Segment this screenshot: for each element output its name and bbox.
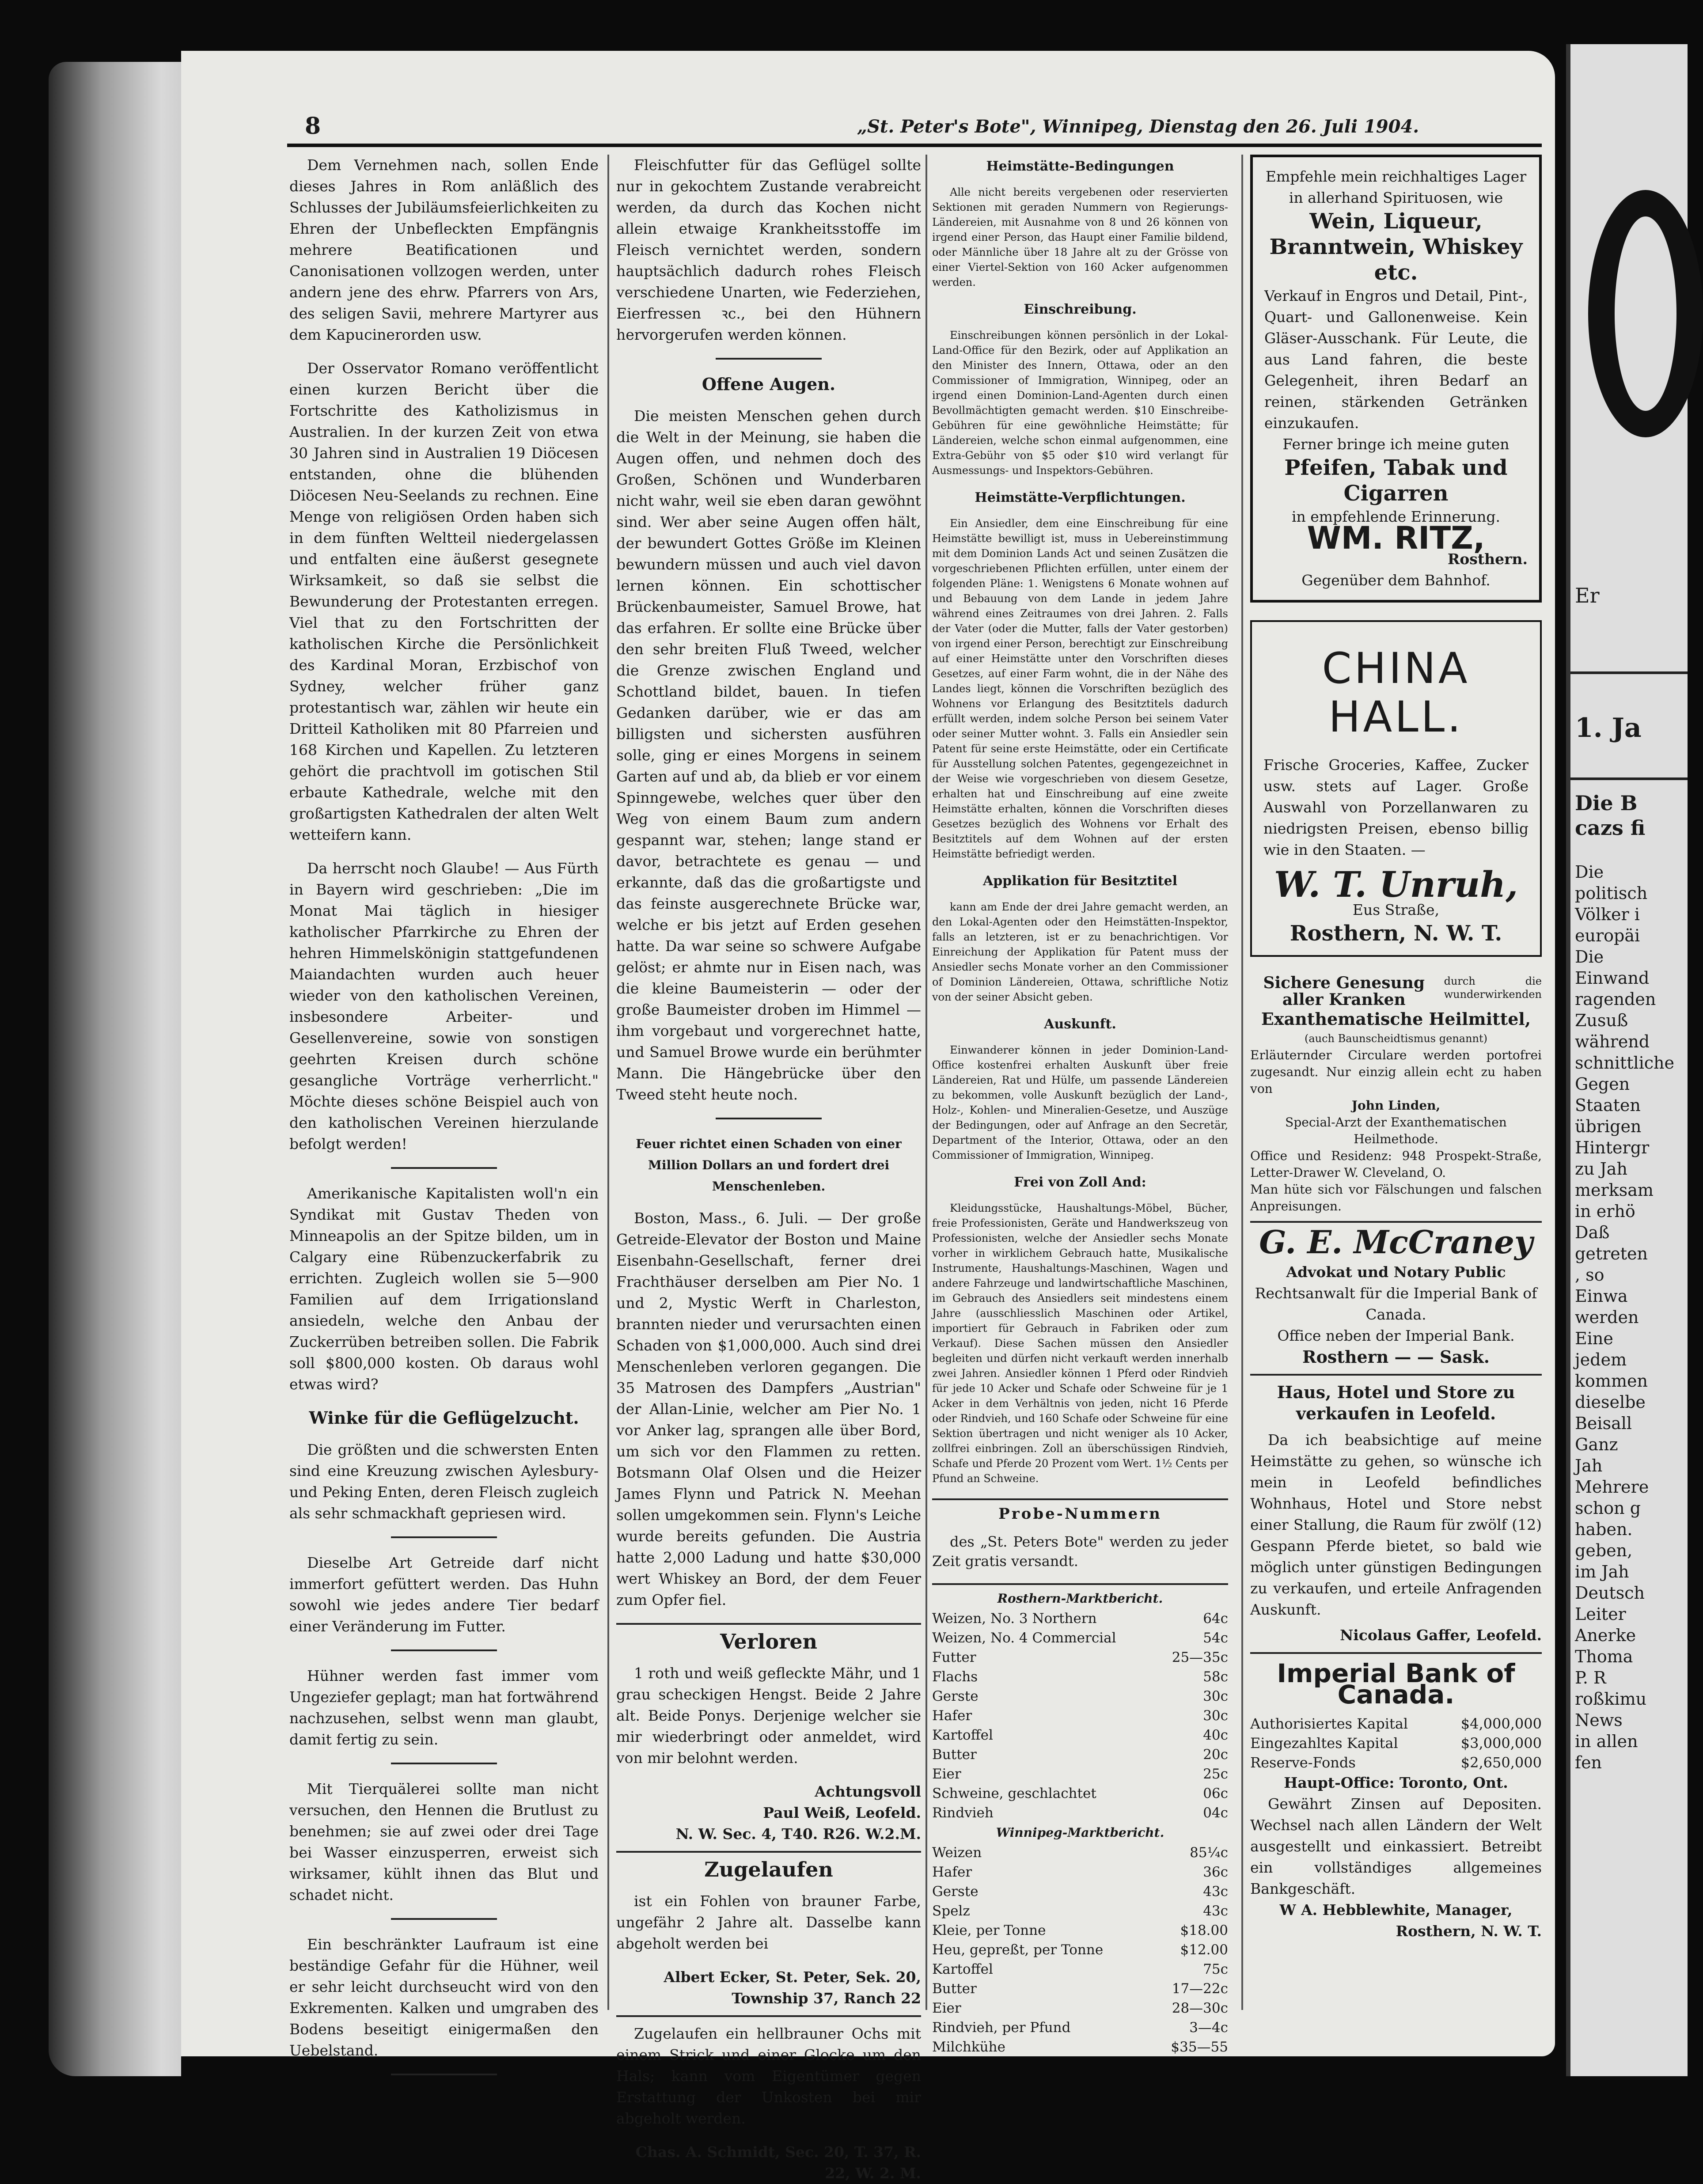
market-row — [932, 1803, 1228, 1823]
column-rule — [607, 155, 609, 2010]
market-price: 17—22c — [1172, 1981, 1228, 1997]
article-paragraph: Fleischfutter für das Geflügel sollte nur in gekochtem Zustande verabreicht werden, da durch das Kochen nicht allein etwaige Krankheitsstoffe im Fleisch vernichtet werden, sondern hauptsächlich dadurch rohes Fleisch verschiedene Unarten, wie Federziehen, Eierfressen ꝛc., bei den Hühnern hervorgerufen werden können. — [616, 156, 921, 343]
market-row — [932, 1764, 1228, 1784]
ad-advertiser-name: W. T. Unruh, — [1274, 864, 1518, 905]
notice-paragraph: des „St. Peters Bote" werden zu jeder Zeit gratis versandt. — [932, 1533, 1228, 1570]
section-heading: Auskunft. — [1044, 1016, 1116, 1032]
ad-place: Rosthern. — [1447, 550, 1528, 568]
market-item: Rindvieh — [932, 1805, 994, 1821]
market-item: Gerste — [932, 1688, 979, 1704]
facing-page-fragment: Er — [1575, 584, 1600, 607]
market-price: 43c — [1203, 1884, 1228, 1900]
notice-paragraph: Ein Ansiedler, dem eine Einschreibung für eine Heimstätte bewilligt ist, muss in Uebereinstimmung mit dem Dominion Lands Act und seinen Zusätzen die vorgeschriebenen Pflichten erfüllen, unter einem der folgenden Pläne: 1. Wenigstens 6 Monate wohnen auf und Bebauung von dem Lande in jedem Jahre während eines Zeitraumes von drei Jahren. 2. Falls der Vater (oder die Mutter, falls der Vater gestorben) von irgend einer Person, berechtigt zur Einschreibung auf einer Heimstätte unter den Vorschriften dieses Gesetzes, auf einer Farm wohnt, die in der Nähe des Landes liegt, können die Vorschriften bezüglich des Wohnens vor Erlangung des Besitztitels dadurch erfüllt werden, indem solche Person bei seinem Vater oder seiner Mutter wohnt. 3. Falls ein Ansiedler sein Patent für seine erste Heimstätte, oder ein Certificate für Ausstellung solchen Patentes, gegengezeichnet in der Weise wie vorgeschrieben von diesem Gesetze, erhalten hat und Einschreibung auf eine zweite Heimstätte erhalten, können die Vorschriften dieses Gesetzes bezüglich des Wohnens vor Erhalt des Besitztitels auf dem Wohnen auf der ersten Heimstätte befriedigt werden. — [932, 517, 1228, 860]
market-item: Weizen, No. 4 Commercial — [932, 1630, 1116, 1646]
market-price: 3—4c — [1189, 2020, 1228, 2036]
heilmittel-advertisement — [1250, 974, 1542, 1215]
ad-text: in empfehlende Erinnerung. — [1291, 508, 1501, 525]
article-paragraph: Die meisten Menschen gehen durch die Welt in der Meinung, sie haben die Augen offen, und nehmen doch des Großen, Schönen und Wunderbaren nicht wahr, weil sie eben daran gewöhnt sind. Wer aber seine Augen offen hält, der bewundert Gottes Größe im Kleinen bewundern müssen und auch viel davon lernen können. Ein schottischer Brückenbaumeister, Samuel Browe, hat das erfahren. Er sollte eine Brücke über den sehr breiten Fluß Tweed, welcher die Grenze zwischen England und Schottland bildet, bauen. In tiefen Gedanken darüber, wie er das am billigsten und sichersten ausführen solle, ging er eines Morgens in seinem Garten auf und ab, da blieb er vor einem Spinngewebe, welches quer über den Weg von einem Baum zum andern gespannt war, stehen; lange stand er davor, betrachtete es genau — und erkannte, daß das die großartigste und das feinste ausgerechnete Brücke war, welche er bis jetzt auf Erden gesehen hatte. Da war seine so schwere Aufgabe gelöst; er ahmte nur in Eisen nach, was die kleine Baumeisterin — oder der große Baumeister droben im Himmel — ihm vorgebaut und vorgerechnet hatte, und Samuel Browe wurde ein berühmter Mann. Die Hängebrücke über den Tweed steht heute noch. — [616, 407, 921, 1103]
ad-advertiser-name: WM. RITZ, — [1307, 520, 1485, 556]
market-row — [932, 2037, 1228, 2057]
divider — [932, 1583, 1228, 1585]
ad-text: Verkauf in Engros und Detail, Pint-, Quart- und Gallonenweise. Kein Gläser-Ausschank. Für Leute, die aus Land fahren, die beste Gelegenheit, ihren Bedarf an reinen, stärkenden Getränken einzukaufen. — [1264, 287, 1528, 432]
section-heading: Heimstätte-Bedingungen — [986, 159, 1174, 174]
market-heading: Winnipeg-Marktbericht. — [996, 1825, 1164, 1840]
market-row — [932, 1882, 1228, 1901]
market-item: Hafer — [932, 1708, 972, 1724]
market-item: Eier — [932, 1766, 961, 1782]
section-heading: Zugelaufen — [704, 1858, 833, 1881]
market-row — [932, 1960, 1228, 1979]
section-heading: Probe-Nummern — [998, 1505, 1162, 1523]
ad-advertiser-name: John Linden, — [1351, 1098, 1441, 1113]
market-price: 58c — [1203, 1669, 1228, 1685]
imperial-bank-advertisement — [1250, 1658, 1542, 1942]
market-row — [932, 1687, 1228, 1706]
ad-text: Haupt-Office: Toronto, Ont. — [1284, 1774, 1508, 1791]
market-price: 30c — [1203, 1688, 1228, 1704]
ad-text: Ferner bringe ich meine guten — [1282, 436, 1510, 453]
market-item: Kleie, per Tonne — [932, 1922, 1046, 1938]
bank-capital-list — [1250, 1714, 1542, 1772]
ad-text: Special-Arzt der Exanthematischen Heilmethode. — [1285, 1115, 1507, 1146]
ritz-advertisement — [1250, 155, 1542, 603]
market-price: 36c — [1203, 1864, 1228, 1880]
market-row — [932, 1862, 1228, 1882]
market-row — [932, 1843, 1228, 1862]
column-3 — [932, 155, 1228, 2057]
bank-capital-row — [1250, 1733, 1542, 1753]
market-price: 28—30c — [1172, 2000, 1228, 2016]
ad-text: Gegenüber dem Bahnhof. — [1301, 572, 1491, 589]
header-rule — [287, 144, 1542, 147]
section-heading: Frei von Zoll And: — [1014, 1175, 1146, 1190]
ad-signature: W A. Hebblewhite, Manager, — [1279, 1901, 1513, 1919]
market-item: Hafer — [932, 1864, 972, 1880]
article-paragraph: Der Osservator Romano veröffentlicht einen kurzen Bericht über die Fortschritte des Katholizismus in Australien. In der kurzen Zeit von etwa 30 Jahren sind in Australien 19 Diöcesen entstanden, ohne die blühenden Diöcesen Neu-Seelands zu rechnen. Eine Menge von religiösen Orden haben sich in dem fünften Weltteil niedergelassen und entfalten eine äußerst gesegnete Wirksamkeit, so daß sie selbst die Bewunderung der Protestanten erregen. Viel that zu den Fortschritten der katholischen Kirche die Persönlichkeit des Kardinal Moran, Erzbischof von Sydney, welcher früher ganz protestantisch war, zählen wir heute ein Dritteil Katholiken mit 80 Pfarreien und 168 Kirchen und Kapellen. Zu letzteren gehört die prachtvoll im gotischen Stil erbaute Kathedrale, welche mit den großartigsten Kathedralen der alten Welt wetteifern kann. — [289, 360, 599, 843]
market-row — [932, 1921, 1228, 1940]
ad-signature: Nicolaus Gaffer, Leofeld. — [1340, 1627, 1542, 1644]
notice-paragraph: Alle nicht bereits vergebenen oder reservierten Sektionen mit geraden Nummern von Regierungs-Ländereien, mit Ausnahme von 8 und 26 können von irgend einer Person, das Haupt einer Familie bildend, oder Männliche über 18 Jahre alt zu der Grösse von einer Viertel-Sektion von 160 Acker aufgenommen werden. — [932, 186, 1228, 288]
market-row — [932, 1609, 1228, 1628]
market-row — [932, 1725, 1228, 1745]
column-1 — [289, 155, 599, 2089]
facing-page-fragment: 1. Ja — [1575, 713, 1642, 743]
ad-signature: Albert Ecker, St. Peter, Sek. 20, Township 37, Ranch 22 — [664, 1968, 921, 2007]
capital-value: $3,000,000 — [1460, 1735, 1542, 1752]
ad-text: durch die wunderwirkenden — [1444, 975, 1542, 1001]
market-row — [932, 1628, 1228, 1648]
divider — [1250, 1221, 1542, 1223]
ad-headline: Haus, Hotel und Store zu verkaufen in Leofeld. — [1277, 1382, 1515, 1423]
divider — [391, 1763, 497, 1764]
market-heading: Rosthern-Marktbericht. — [997, 1591, 1163, 1606]
bank-capital-row — [1250, 1753, 1542, 1772]
market-item: Heu, gepreßt, per Tonne — [932, 1942, 1104, 1958]
ad-signature: N. W. Sec. 4, T40. R26. W.2.M. — [675, 1825, 921, 1843]
notice-paragraph: Einschreibungen können persönlich in der Lokal-Land-Office für den Bezirk, oder auf Applikation an den Minister des Innern, Ottawa, oder an den Commissioner of Immigration, Winnipeg, oder an irgend einen Dominion-Land-Agenten durch einen Bevollmächtigten gemacht werden. $10 Einschreibe-Gebühren für eine gewöhnliche Heimstätte; für Ländereien, welche schon einmal aufgenommen, eine Extra-Gebühr von $5 oder $10 wird verlangt für Ausmessungs- und Inspektors-Gebühren. — [932, 329, 1228, 477]
ad-text: Office und Residenz: 948 Prospekt-Straße, Letter-Drawer W. Cleveland, O. — [1250, 1149, 1542, 1180]
article-paragraph: Mit Tierquälerei sollte man nicht versuchen, den Hennen die Brutlust zu benehmen; sie auf zwei oder drei Tage bei Wasser einzusperren, erweist sich wirksamer, kühlt ihnen das Blut und schadet nicht. — [289, 1780, 599, 1903]
capital-label: Authorisiertes Kapital — [1250, 1715, 1408, 1732]
divider — [391, 1167, 497, 1169]
ad-text: Office neben der Imperial Bank. — [1277, 1327, 1515, 1344]
classified-ad: ist ein Fohlen von brauner Farbe, ungefähr 2 Jahre alt. Dasselbe kann abgeholt werden bei — [616, 1892, 921, 1952]
market-price: 85¼c — [1190, 1845, 1228, 1861]
article-paragraph: Ein beschränkter Laufraum ist eine beständige Gefahr für die Hühner, weil er sehr leicht durchseucht wird von den Exkrementen. Kalken und umgraben des Bodens beseitigt einigermaßen den Uebelstand. — [289, 1936, 599, 2059]
market-price: $35—55 — [1171, 2039, 1228, 2055]
column-rule — [925, 155, 927, 2010]
market-row — [932, 1745, 1228, 1764]
article-paragraph: Dieselbe Art Getreide darf nicht immerfort gefüttert werden. Das Huhn sowohl wie jedes andere Tier bedarf einer Veränderung im Futter. — [289, 1554, 599, 1635]
divider — [616, 2015, 921, 2017]
leofeld-sale-advertisement — [1250, 1382, 1542, 1646]
ad-text: Frische Groceries, Kaffee, Zucker usw. stets auf Lager. Große Auswahl von Porzellanwaren zu niedrigsten Preisen, ebenso billig wie in den Staaten. — — [1263, 756, 1529, 858]
market-price: 64c — [1203, 1611, 1228, 1627]
market-row — [932, 1784, 1228, 1803]
market-item: Gerste — [932, 1884, 979, 1900]
facing-page-edge — [1566, 44, 1688, 2076]
market-table-rosthern — [932, 1609, 1228, 1823]
ad-headline: Exanthematische Heilmittel, — [1261, 1009, 1531, 1029]
mccraney-advertisement — [1250, 1223, 1542, 1368]
ad-headline: Sichere Genesung aller Kranken — [1263, 974, 1425, 1009]
ad-place: Rosthern, N. W. T. — [1396, 1922, 1542, 1940]
page-number: 8 — [305, 113, 321, 140]
masthead-line: „St. Peter's Bote", Winnipeg, Dienstag den 26. Juli 1904. — [857, 116, 1419, 137]
market-price: $12.00 — [1180, 1942, 1228, 1958]
divider — [716, 358, 822, 360]
market-price: 04c — [1203, 1805, 1228, 1821]
facing-page-rule — [1570, 777, 1688, 780]
ad-headline: Imperial Bank of Canada. — [1277, 1658, 1515, 1710]
section-heading: Winke für die Geflügelzucht. — [309, 1408, 579, 1428]
china-hall-advertisement — [1250, 620, 1542, 957]
market-price: 25c — [1203, 1766, 1228, 1782]
ad-text: Man hüte sich vor Fälschungen und falschen Anpreisungen. — [1250, 1182, 1542, 1213]
market-item: Weizen, No. 3 Northern — [932, 1611, 1097, 1627]
divider — [616, 1623, 921, 1625]
column-rule — [1241, 155, 1243, 2010]
facing-page-fragment: Die B cazs fi — [1575, 791, 1646, 840]
market-row — [932, 1901, 1228, 1921]
market-row — [932, 1979, 1228, 1998]
market-item: Flachs — [932, 1669, 978, 1685]
column-4 — [1250, 155, 1542, 1942]
ad-text: Gewährt Zinsen auf Depositen. Wechsel nach allen Ländern der Welt ausgestellt und einkassiert. Betreibt ein vollständiges allgemeines Bankgeschäft. — [1250, 1795, 1542, 1897]
ad-text: Rechtsanwalt für die Imperial Bank of Canada. — [1255, 1285, 1537, 1323]
bank-capital-row — [1250, 1714, 1542, 1733]
divider — [716, 1118, 822, 1119]
newspaper-page — [181, 51, 1555, 2182]
divider — [391, 1649, 497, 1651]
market-row — [932, 1648, 1228, 1667]
ad-headline: Wein, Liqueur, Branntwein, Whiskey etc. — [1269, 209, 1523, 285]
market-row — [932, 1998, 1228, 2018]
market-table-winnipeg — [932, 1843, 1228, 2057]
article-paragraph: Amerikanische Kapitalisten woll'n ein Syndikat mit Gustav Theden von Minneapolis an der Spitze bilden, um in Calgary eine Rübenzuckerfabrik zu errichten. Zugleich wollen sie 5—900 Familien auf dem Irrigationsland ansiedeln, welche den Anbau der Zuckerrüben betreiben sollen. Die Fabrik soll $800,000 kosten. Ob daraus wohl etwas wird? — [289, 1185, 599, 1393]
article-paragraph: Dem Vernehmen nach, sollen Ende dieses Jahres in Rom anläßlich des Schlusses der Jubiläumsfeierlichkeiten zu Ehren der Unbefleckten Empfängnis mehrere Beatificationen und Canonisationen vollzogen werden, unter andern jene des ehrw. Pfarrers von Ars, des seligen Savii, mehrere Martyrer aus dem Kapucinerorden usw. — [289, 156, 599, 343]
market-item: Weizen — [932, 1845, 982, 1861]
ad-text: (auch Baunscheidtismus genannt) — [1304, 1032, 1488, 1045]
market-item: Eier — [932, 2000, 961, 2016]
market-item: Kartoffel — [932, 1727, 993, 1743]
ad-place: Rosthern, N. W. T. — [1290, 921, 1502, 946]
divider — [1250, 1374, 1542, 1376]
market-item: Butter — [932, 1981, 977, 1997]
ad-text: Eus Straße, — [1352, 901, 1440, 918]
divider — [391, 1918, 497, 1920]
ad-signature: Chas. A. Schmidt, Sec. 20, T. 37, R. 22, W. 2. M. — [635, 2143, 921, 2182]
market-row — [932, 1667, 1228, 1687]
capital-label: Reserve-Fonds — [1250, 1754, 1356, 1771]
facing-page-rule — [1570, 671, 1688, 674]
market-row — [932, 1940, 1228, 1960]
ad-advertiser-name: G. E. McCraney — [1259, 1223, 1533, 1261]
capital-value: $4,000,000 — [1460, 1715, 1542, 1732]
market-price: 25—35c — [1172, 1649, 1228, 1665]
ad-text: Advokat und Notary Public — [1286, 1263, 1506, 1281]
divider — [1250, 1652, 1542, 1654]
notice-paragraph: kann am Ende der drei Jahre gemacht werden, an den Lokal-Agenten oder den Heimstätten-Inspektor, falls an letzteren, ist er zu benachrichtigen. Vor Einreichung der Applikation für Patent muss der Ansiedler sechs Monate vorher an den Commissioner of Dominion Ländereien, Ottawa, schriftliche Notiz von der seiner Absicht geben. — [932, 901, 1228, 1003]
notice-paragraph: Einwanderer können in jeder Dominion-Land-Office kostenfrei erhalten Auskunft über freie Ländereien, Rat und Hülfe, um passende Ländereien zu bekommen, volle Auskunft bezüglich der Land-, Holz-, Kohlen- und Mineralien-Gesetze, und Auszüge der Bedingungen, oder auf Anfrage an den Secretär, Department of the Interior, Ottawa, oder an den Commissioner of Immigration, Winnipeg. — [932, 1044, 1228, 1161]
article-paragraph: Die größten und die schwersten Enten sind eine Kreuzung zwischen Aylesbury- und Peking Enten, deren Fleisch zugleich als sehr schmackhaft gepriesen wird. — [289, 1441, 599, 1522]
capital-label: Eingezahltes Kapital — [1250, 1735, 1398, 1752]
facing-page-fragment: Die politisch Völker i europäi Die Einwand ragenden Zusuß während schnittliche Gegen Staaten übrigen Hintergr zu Jah merksam in erhö Daß getreten , so Einwa werden Eine jedem kommen dieselbe Beisall Ganz Jah Mehrere schon g haben. geben, im Jah Deutsch Leiter Anerke Thoma P. R roßkimu News in allen fen — [1575, 862, 1674, 1772]
market-price: 30c — [1203, 1708, 1228, 1724]
article-paragraph: Da herrscht noch Glaube! — Aus Fürth in Bayern wird geschrieben: „Die im Monat Mai täglich in hiesiger katholischer Pfarrkirche zu Ehren der hehren Himmelskönigin stattgefundenen Maiandachten wurden auch heuer wieder von den katholischen Vereinen, insbesondere Arbeiter- und Gesellenvereine, sowie von sonstigen geehrten Kreisen durch schöne gesangliche Vorträge verherrlicht." Möchte dieses schöne Beispiel auch von den katholischen Vereinen hierzulande befolgt werden! — [289, 860, 599, 1153]
market-price: 20c — [1203, 1747, 1228, 1763]
market-item: Futter — [932, 1649, 976, 1665]
book-binding-left — [49, 62, 181, 2076]
section-heading: Feuer richtet einen Schaden von einer Million Dollars an und fordert drei Menschenleben. — [636, 1137, 902, 1194]
ad-place: Rosthern — — Sask. — [1302, 1347, 1490, 1367]
market-item: Rindvieh, per Pfund — [932, 2020, 1071, 2036]
market-price: $18.00 — [1180, 1922, 1228, 1938]
market-price: 54c — [1203, 1630, 1228, 1646]
divider — [391, 2074, 497, 2075]
ad-signature: Paul Weiß, Leofeld. — [763, 1804, 921, 1821]
classified-ad: 1 roth und weiß gefleckte Mähr, und 1 grau scheckigen Hengst. Beide 2 Jahre alt. Beide Ponys. Derjenige welcher sie mir wiederbringt oder anmeldet, wird von mir belohnt werden. — [616, 1665, 921, 1767]
section-heading: Heimstätte-Verpflichtungen. — [975, 490, 1186, 505]
market-price: 40c — [1203, 1727, 1228, 1743]
column-2 — [616, 155, 921, 2184]
section-heading: Offene Augen. — [702, 374, 836, 394]
divider — [616, 1851, 921, 1853]
market-item: Schweine, geschlachtet — [932, 1786, 1096, 1801]
ad-text: Empfehle mein reichhaltiges Lager in allerhand Spirituosen, wie — [1265, 168, 1527, 206]
ad-headline: CHINA HALL. — [1322, 644, 1470, 742]
capital-value: $2,650,000 — [1460, 1754, 1542, 1771]
ad-text: Erläuternder Circulare werden portofrei zugesandt. Nur einzig allein echt zu haben von — [1250, 1048, 1542, 1096]
decorative-initial — [1588, 190, 1703, 437]
section-heading: Applikation für Besitztitel — [983, 873, 1177, 889]
divider — [932, 1498, 1228, 1500]
article-paragraph: Boston, Mass., 6. Juli. — Der große Getreide-Elevator der Boston und Maine Eisenbahn-Gesellschaft, ferner drei Frachthäuser derselben am Pier No. 1 und 2, Mystic Werft in Charleston, brannten nieder und verursachten einen Schaden von $1,000,000. Auch sind drei Menschenleben verloren gegangen. Die 35 Matrosen des Dampfers „Austrian" der Allan-Linie, welcher am Pier No. 1 vor Anker lag, sprangen alle über Bord, um sich vor den Flammen zu retten. Botsmann Olaf Olsen und die Heizer James Flynn und Patrick N. Meehan sollen umgekommen sein. Flynn's Leiche wurde bereits gefunden. Die Austria hatte 2,000 Ladung und hatte $30,000 wert Whiskey an Bord, der dem Feuer zum Opfer fiel. — [616, 1210, 921, 1608]
section-heading: Verloren — [720, 1630, 818, 1653]
market-item: Milchkühe — [932, 2039, 1005, 2055]
ad-signature: Achtungsvoll — [815, 1783, 921, 1800]
market-price: 06c — [1203, 1786, 1228, 1801]
ad-text: Da ich beabsichtige auf meine Heimstätte zu gehen, so wünsche ich mein in Leofeld befindliches Wohnhaus, Hotel und Store nebst einer Stallung, die Raum für zwölf (12) Gespann Pferde bietet, so bald wie möglich unter günstigen Bedingungen zu verkaufen, und erteile Anfragenden Auskunft. — [1250, 1431, 1542, 1618]
market-item: Butter — [932, 1747, 977, 1763]
market-item: Kartoffel — [932, 1961, 993, 1977]
divider — [391, 1536, 497, 1538]
article-paragraph: Hühner werden fast immer vom Ungeziefer geplagt; man hat fortwährend nachzusehen, selbst wenn man glaubt, damit fertig zu sein. — [289, 1667, 599, 1748]
market-item: Spelz — [932, 1903, 970, 1919]
market-row — [932, 1706, 1228, 1725]
market-row — [932, 2018, 1228, 2037]
market-price: 43c — [1203, 1903, 1228, 1919]
page-header — [305, 113, 1537, 144]
ad-headline: Pfeifen, Tabak und Cigarren — [1284, 455, 1508, 506]
notice-paragraph: Kleidungsstücke, Haushaltungs-Möbel, Bücher, freie Professionisten, Geräte und Handwerkszeug von Professionisten, welche der Ansiedler sechs Monate vorher in wirklichem Gebrauch hatte, Musikalische Instrumente, Haushaltungs-Maschinen, Wagen und andere Fahrzeuge und landwirtschaftliche Maschinen, im Gebrauch des Ansiedlers seit mindestens einem Jahre (ausschliesslich Maschinen oder Artikel, importiert für Gebrauch in Fabriken oder zum Verkauf). Diese Sachen müssen den Ansiedler begleiten und dürfen nicht verkauft werden innerhalb zwei Jahren. Ansiedler können 1 Pferd oder Rindvieh für jede 10 Acker und Schafe oder Schweine für je 1 Acker in dem Verhältnis von jeden, nicht 16 Pferde oder Rindvieh, und 160 Schafe oder Schweine für eine Sektion übertragen und nicht weniger als 10 Acker, zollfrei einbringen. Zoll an überschüssigen Rindvieh, Schafe und Pferde 20 Prozent vom Wert. 1½ Cents per Pfund an Schweine. — [932, 1202, 1228, 1485]
classified-ad: Zugelaufen ein hellbrauner Ochs mit einem Strick und einer Glocke um den Hals; kann vom Eigentümer gegen Erstattung der Unkosten bei mir abgeholt werden. — [616, 2025, 921, 2127]
market-price: 75c — [1203, 1961, 1228, 1977]
section-heading: Einschreibung. — [1024, 302, 1137, 317]
